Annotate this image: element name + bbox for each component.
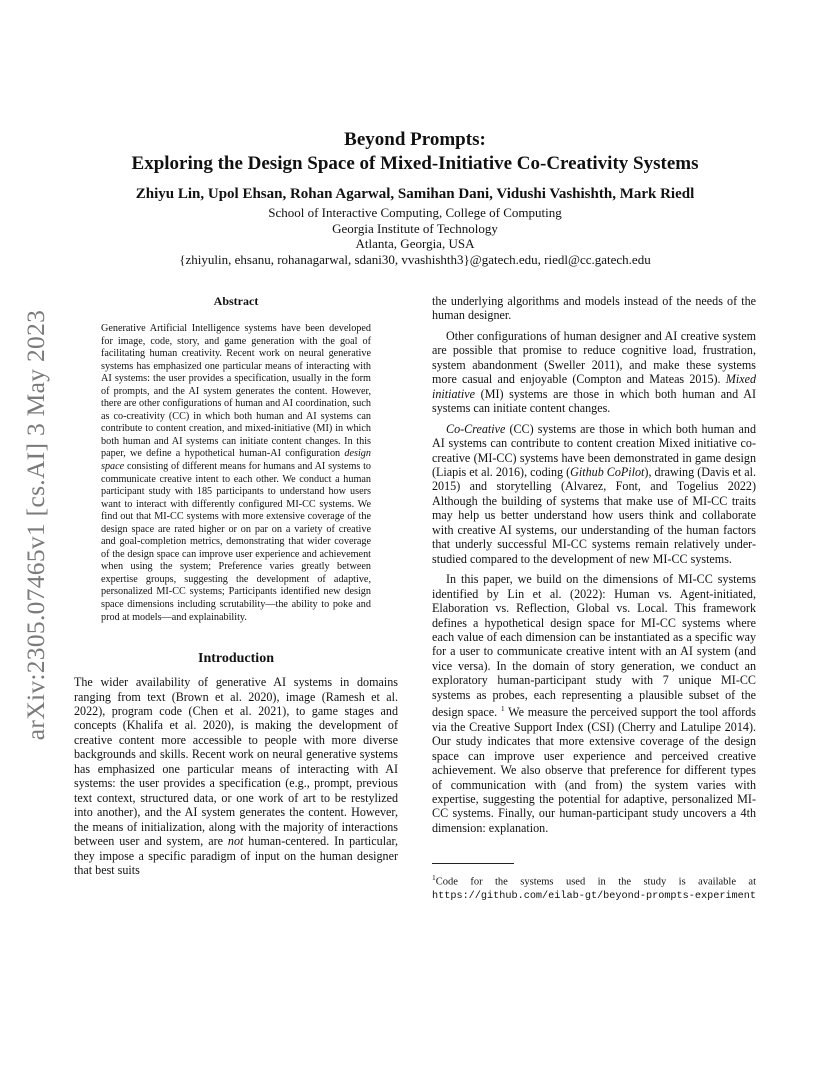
intro-p1-text-b: human-centered. In particular, they impose a specific paradigm of input on the human designer that best suits [74, 834, 399, 878]
intro-paragraph-1 [74, 675, 398, 877]
arxiv-id-text: arXiv:2305.07465v1 [cs.AI] 3 May 2023 [21, 309, 50, 741]
affiliation-emails: {zhiyulin, ehsanu, rohanagarwal, sdani30, vvashishth3}@gatech.edu, riedl@cc.gatech.edu [179, 251, 651, 267]
footnote [432, 871, 756, 903]
abstract-text-a: Generative Artificial Intelligence systems have been developed for image, code, story, and game generation with the goal of facilitating human creativity. Recent work on neural generative systems has emphasized one particular means of interacting with AI systems: the user provides a specification, usually in the form of prompts, and the AI system generates the content. However, there are other configurations of human and AI coordination, such as co-creativity (CC) in which both human and AI systems can contribute to content creation, and mixed-initiative (MI) in which both human and AI systems can initiate content changes. In this paper, we define a hypothetical human-AI configuration [101, 323, 371, 460]
affiliation-institute: Georgia Institute of Technology [332, 220, 498, 236]
title-line-2: Exploring the Design Space of Mixed-Initiative Co-Creativity Systems [131, 153, 699, 174]
intro-p4-text-b: We measure the perceived support the tool affords via the Creative Support Index (CSI) (Cherry and Latulipe 2014). Our study indicates that more extensive coverage of the design space can improve user experience and perceived creative achievement. We also observe that preference for different types of communication with (and from) the system varies with expertise, suggesting the potential for adaptive, personalized MI-CC systems. Finally, our human-participant study uncovers a 4th dimension: explanation. [432, 705, 757, 835]
abstract-text-b: consisting of different means for humans and AI systems to communicate creative intent to each other. We conduct a human participant study with 185 participants to understand how users want to interact with differently configured MI-CC systems. We find out that MI-CC systems with more extensive coverage of the design space are rated higher or on par on a variety of creative and goal-completion metrics, demonstrating that wider coverage of the design space can improve user experience and achievement when using the system; Preference varies greatly between expertise groups, suggesting the development of adaptive, personalized MI-CC systems; Participants identified new design space dimensions including scrutability—the ability to poke and prod at models—and explainability. [101, 461, 371, 623]
intro-p3-emphasis-2: Github CoPilot [570, 464, 645, 479]
abstract-emphasis: design space [101, 448, 371, 473]
intro-paragraph-1-continued: the underlying algorithms and models instead of the needs of the human designer. [432, 294, 756, 323]
footnote-divider [432, 863, 514, 864]
affiliation-location: Atlanta, Georgia, USA [355, 236, 475, 251]
intro-p3-text-a: (CC) systems are those in which both human and AI systems can contribute to content creation Mixed initiative co-creative (MI-CC) systems have been demonstrated in game design (Liapis et al. 2016), coding ( [432, 421, 756, 479]
abstract-body [101, 323, 371, 624]
intro-p1-emphasis: not [227, 834, 244, 849]
footnote-reference-mark[interactable]: 1 [500, 704, 505, 714]
intro-p2-text-a: Other configurations of human designer and AI creative system are possible that promise to reduce cognitive load, frustration, system abandonment (Sweller 2011), and make these systems more casual and enjoyable (Compton and Mateas 2015). [432, 328, 756, 387]
footnote-text: Code for the systems used in the study is available at [435, 876, 756, 888]
intro-paragraph-3 [432, 422, 756, 567]
intro-p4-text-a: In this paper, we build on the dimensions of MI-CC systems identified by Lin et al. (2022): Human vs. Agent-initiated, Elaboration vs. Reflection, Global vs. Local. This framework defines a hypothetical design space for MI-CC systems where each value of each dimension can be instantiated as a specific way for a user to communicate creative intent with an AI system (and vice versa). In the domain of story generation, we conduct an exploratory human-participant study with 7 unique MI-CC systems as probes, each representing a plausible subset of the design space. [432, 572, 756, 720]
left-column [74, 294, 398, 877]
intro-p2-emphasis: Mixed initiative [432, 372, 756, 401]
author-list: Zhiyu Lin, Upol Ehsan, Rohan Agarwal, Samihan Dani, Vidushi Vashishth, Mark Riedl [135, 186, 695, 202]
introduction-heading: Introduction [198, 651, 274, 667]
footnote-mark: 1 [432, 873, 436, 883]
intro-p1-text-a: The wider availability of generative AI systems in domains ranging from text (Brown et al. 2020), image (Ramesh et al. 2022), program code (Chen et al. 2021), to game stages and concepts (Khalifa et al. 2020), is making the development of creative content more accessible to people with more diverse backgrounds and skills. Recent work on neural generative systems has emphasized one particular means of interacting with AI systems: the user provides a specification (e.g., prompt, previous text context, structured data, or one work of art to be restylized into another), and the AI system generates the content. However, the means of initialization, along with the majority of interactions between user and system, are [74, 675, 398, 849]
abstract-heading: Abstract [213, 294, 259, 308]
right-column [432, 294, 756, 903]
arxiv-stamp [18, 290, 54, 760]
intro-p3-emphasis: Co-Creative [446, 421, 506, 436]
intro-paragraph-2 [432, 329, 756, 416]
affiliation-school: School of Interactive Computing, College of Computing [268, 205, 562, 220]
paper-title [70, 128, 760, 176]
intro-p3-text-b: ), drawing (Davis et al. 2015) and storytelling (Alvarez, Font, and Togelius 2022) Although the building of systems that make use of MI-CC traits may help us better understand how users think and collaborate with creative AI systems, our understanding of the human factors that underly successful MI-CC systems remain relatively under-studied compared to the development of new MI-CC systems. [432, 464, 756, 566]
intro-paragraph-4 [432, 572, 756, 835]
title-line-1: Beyond Prompts: [344, 129, 486, 150]
affiliation-block [70, 205, 760, 267]
footnote-url-link[interactable]: https://github.com/eilab-gt/beyond-prompts-experiment [432, 890, 757, 902]
intro-p2-text-b: (MI) systems are those in which both human and AI systems can initiate content changes. [432, 386, 756, 416]
